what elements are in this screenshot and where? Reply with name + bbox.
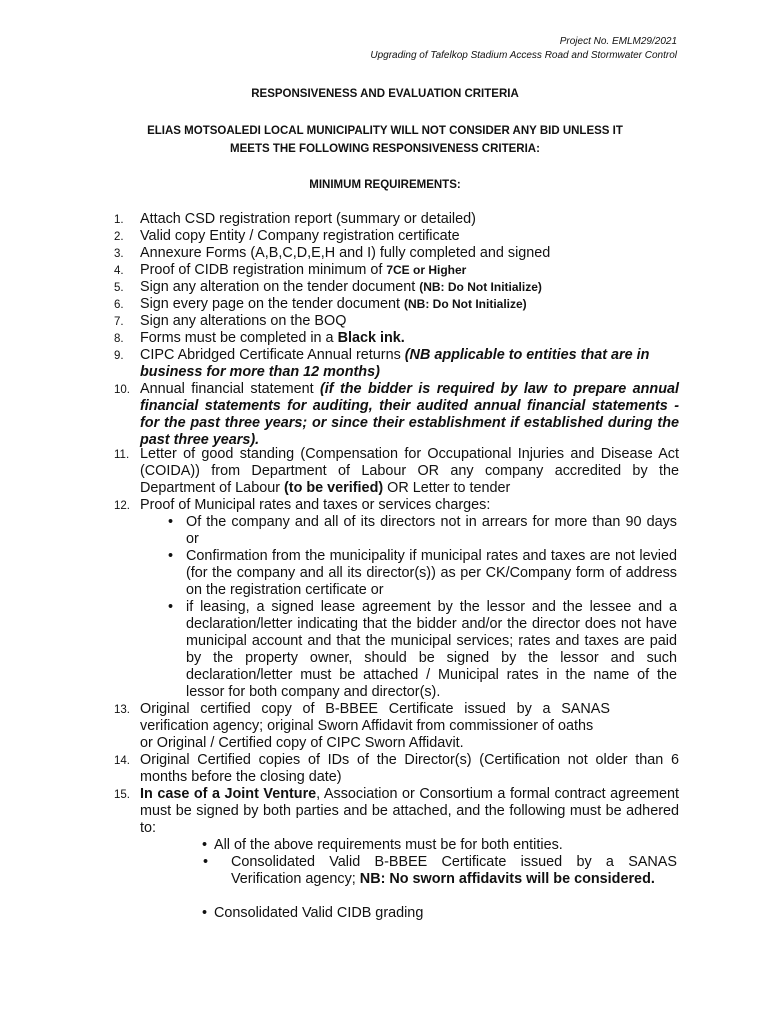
list-item bbox=[114, 701, 679, 752]
item-text-bold: (NB: Do Not Initialize) bbox=[404, 297, 527, 311]
sub-bullet bbox=[202, 905, 674, 922]
bullet-icon: • bbox=[168, 548, 174, 564]
item-text-bold: 7CE or Higher bbox=[386, 263, 467, 277]
item-text: Sign every page on the tender document bbox=[140, 296, 405, 312]
list-item bbox=[114, 279, 679, 297]
min-requirements-heading: MINIMUM REQUIREMENTS: bbox=[309, 179, 461, 191]
item-number: 11. bbox=[114, 449, 130, 461]
project-number: Project No. EMLM29/2021 bbox=[559, 36, 677, 47]
list-item bbox=[114, 228, 679, 246]
item-number: 10. bbox=[114, 384, 130, 396]
bullet-icon: • bbox=[168, 514, 174, 530]
item-text-bold: In case of a Joint Venture bbox=[140, 786, 317, 802]
item-text: Proof of Municipal rates and taxes or services charges: bbox=[140, 497, 491, 513]
item-number: 6. bbox=[114, 299, 124, 311]
item-text: CIPC Abridged Certificate Annual returns bbox=[140, 347, 405, 363]
project-title: Upgrading of Tafelkop Stadium Access Road and Stormwater Control bbox=[370, 50, 677, 61]
item-text: Annual financial statement bbox=[140, 381, 320, 397]
page-title: RESPONSIVENESS AND EVALUATION CRITERIA bbox=[251, 88, 519, 100]
item-text: verification agency; original Sworn Affidavit from commissioner of oaths bbox=[140, 718, 594, 734]
list-item bbox=[114, 245, 679, 263]
sub-bullet bbox=[202, 837, 674, 854]
item-text-bold: Black ink. bbox=[337, 330, 405, 346]
list-item bbox=[114, 211, 679, 229]
bullet-icon: • bbox=[202, 837, 208, 853]
item-text: Proof of CIDB registration minimum of bbox=[140, 262, 387, 278]
item-text: Attach CSD registration report (summary or detailed) bbox=[140, 211, 476, 227]
bullet-text: Confirmation from the municipality if municipal rates and taxes are not levied (for the company and all its director(s)) as per CK/Company form of address on the registration certificate or bbox=[186, 548, 677, 598]
item-text-bold: (NB applicable to entities that are in business for more than 12 months) bbox=[140, 347, 650, 380]
list-item bbox=[114, 313, 679, 331]
item-text: Sign any alteration on the tender document bbox=[140, 279, 420, 295]
item-text: OR Letter to tender bbox=[383, 480, 511, 496]
bullet-text: Consolidated Valid B-BBEE Certificate issued by a SANAS Verification agency; bbox=[231, 854, 677, 887]
item-number: 5. bbox=[114, 282, 124, 294]
intro-line-1: ELIAS MOTSOALEDI LOCAL MUNICIPALITY WILL NOT CONSIDER ANY BID UNLESS IT bbox=[147, 125, 623, 137]
item-number: 14. bbox=[114, 755, 130, 767]
intro-line-2: MEETS THE FOLLOWING RESPONSIVENESS CRITERIA: bbox=[230, 143, 540, 155]
item-number: 15. bbox=[114, 789, 130, 801]
list-item bbox=[114, 262, 679, 280]
item-text: Original certified copy of B-BBEE Certificate issued by a SANAS bbox=[140, 701, 610, 717]
list-item bbox=[114, 296, 679, 314]
item-text: Annexure Forms (A,B,C,D,E,H and I) fully completed and signed bbox=[140, 245, 551, 261]
item-text-bold: (NB: Do Not Initialize) bbox=[419, 280, 542, 294]
item-text: Forms must be completed in a bbox=[140, 330, 338, 346]
sub-bullet bbox=[168, 548, 677, 599]
sub-bullet bbox=[203, 854, 677, 888]
bullet-icon: • bbox=[202, 905, 208, 921]
list-item bbox=[114, 347, 679, 381]
list-item bbox=[114, 381, 679, 449]
item-text: Sign any alterations on the BOQ bbox=[140, 313, 347, 329]
bullet-text: if leasing, a signed lease agreement by the lessor and the lessee and a declaration/letter indicating that the bidder and/or the director does not have municipal account and that the municipal services; rates and taxes are paid by the property owner, should be signed by the lessor and such declaration/letter must be attached / Municipal rates in the name of the lessor for both company and director(s). bbox=[186, 599, 677, 700]
bullet-text: Of the company and all of its directors not in arrears for more than 90 days or bbox=[186, 514, 677, 547]
list-item bbox=[114, 497, 679, 515]
item-text: Original Certified copies of IDs of the Director(s) (Certification not older than 6 months before the closing date) bbox=[140, 752, 679, 785]
bullet-text-bold: NB: No sworn affidavits will be considered. bbox=[359, 871, 655, 887]
item-text-bold: (to be verified) bbox=[284, 480, 384, 496]
item-number: 1. bbox=[114, 214, 124, 226]
sub-bullet bbox=[168, 514, 677, 548]
list-item bbox=[114, 446, 679, 497]
item-number: 3. bbox=[114, 248, 124, 260]
item-text: , Association or Consortium a formal contract agreement must be signed by both parties and be attached, and the following must be adhered to: bbox=[140, 786, 679, 836]
bullet-icon: • bbox=[168, 599, 174, 615]
sub-bullet bbox=[168, 599, 677, 701]
item-number: 12. bbox=[114, 500, 130, 512]
item-text: Letter of good standing (Compensation for Occupational Injuries and Disease Act (COIDA)) from Department of Labour OR any company accredited by the Department of Labour bbox=[140, 446, 679, 496]
bullet-icon: • bbox=[203, 854, 209, 870]
bullet-text: All of the above requirements must be for both entities. bbox=[214, 837, 563, 853]
item-number: 13. bbox=[114, 704, 130, 716]
item-text: Valid copy Entity / Company registration certificate bbox=[140, 228, 460, 244]
bullet-text: Consolidated Valid CIDB grading bbox=[214, 905, 424, 921]
list-item bbox=[114, 330, 679, 348]
list-item bbox=[114, 786, 679, 837]
item-number: 8. bbox=[114, 333, 124, 345]
item-text: or Original / Certified copy of CIPC Sworn Affidavit. bbox=[140, 735, 464, 751]
list-item bbox=[114, 752, 679, 786]
item-number: 4. bbox=[114, 265, 124, 277]
item-number: 7. bbox=[114, 316, 124, 328]
item-text-bold: (if the bidder is required by law to prepare annual financial statements for auditing, their audited annual financial statements - for the past three years; or since their establishment if established during the past three years). bbox=[140, 381, 679, 448]
item-number: 9. bbox=[114, 350, 124, 362]
item-number: 2. bbox=[114, 231, 124, 243]
